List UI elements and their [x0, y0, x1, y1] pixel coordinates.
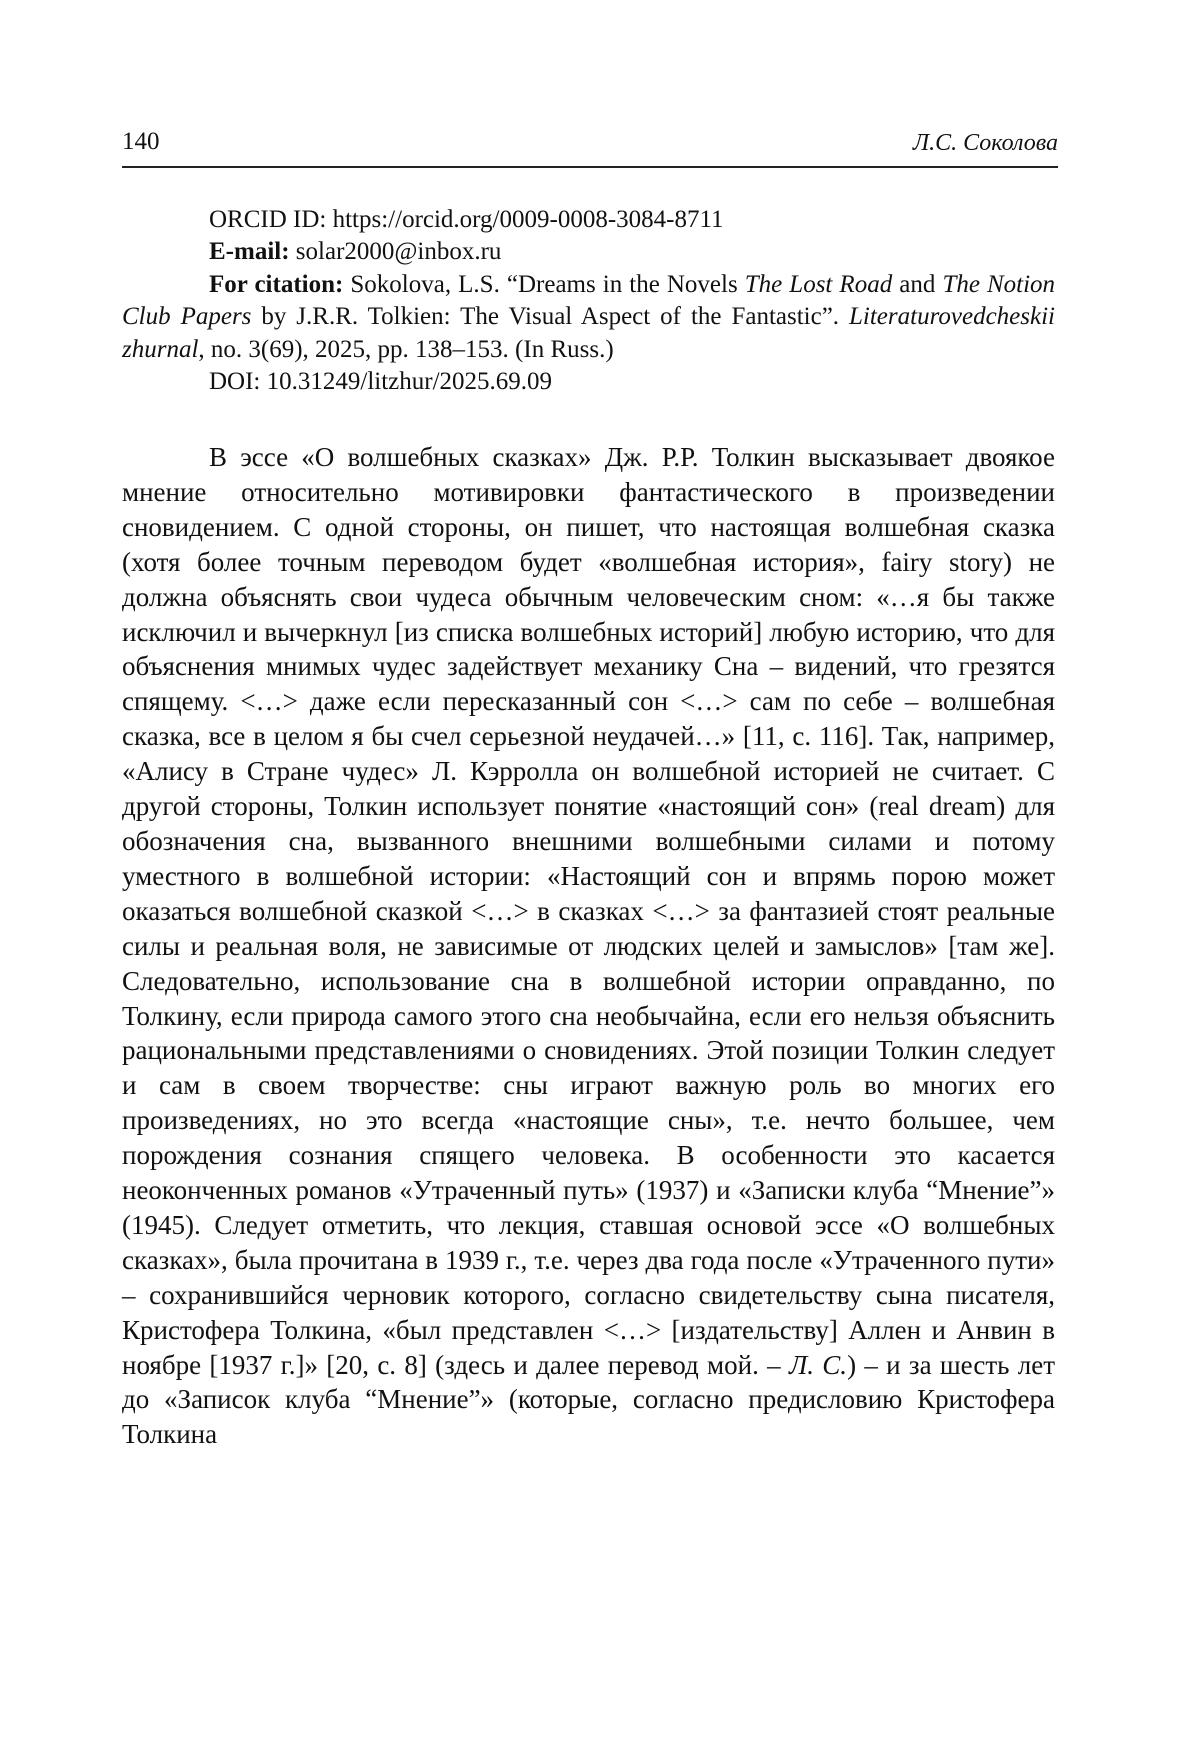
email-label: E-mail: — [209, 238, 290, 266]
citation-label: For citation: — [209, 270, 344, 298]
body-paragraph — [122, 440, 1055, 1452]
email-line — [122, 236, 1055, 268]
body-text-a: В эссе «О волшебных сказках» Дж. Р.Р. Толкин высказывает двоякое мнение относительно мотивировки фантастического в произведении сновидением. С одной стороны, он пишет, что настоящая волшебная сказка (хотя более точным переводом будет «волшебная история», fairy story) не должна объяснять свои чудеса обычным человеческим сном: «…я бы также исключил и вычеркнул [из списка волшебных историй] любую историю, что для объяснения мнимых чудес задействует механику Сна – видений, что грезятся спящему. <…> даже если пересказанный сон <…> сам по себе – волшебная сказка, все в целом я бы счел серьезной неудачей…» [11, с. 116]. Так, например, «Алису в Стране чудес» Л. Кэрролла он волшебной историей не считает. С другой стороны, Толкин использует понятие «настоящий сон» (real dream) для обозначения сна, вызванного внешними волшебными силами и потому уместного в волшебной истории: «Настоящий сон и впрямь порою может оказаться волшебной сказкой <…> в сказках <…> за фантазией стоят реальные силы и реальная воля, не зависимые от людских целей и замыслов» [там же]. Следовательно, использование сна в волшебной истории оправданно, по Толкину, если природа самого этого сна необычайна, если его нельзя объяснить рациональными представлениями о сновидениях. Этой позиции Толкин следует и сам в своем творчестве: сны играют важную роль во многих его произведениях, но это всегда «настоящие сны», т.е. нечто большее, чем порождения сознания спящего человека. В особенности это касается неоконченных романов «Утраченный путь» (1937) и «Записки клуба “Мнение”» (1945). Следует отметить, что лекция, ставшая основой эссе «О волшебных сказках», была прочитана в 1939 г., т.е. через два года после «Утраченного пути» – сохранившийся черновик которого, согласно свидетельству сына писателя, Кристофера Толкина, «был представлен <…> [издательству] Аллен и Анвин в ноябре [1937 г.]» [20, с. 8] (здесь и далее перевод мой. – — [122, 442, 1055, 1380]
citation-text-3: by J.R.R. Tolkien: The Visual Aspect of the Fantastic”. — [261, 303, 840, 331]
citation-text-4: , no. 3(69), 2025, pp. 138–153. (In Russ.) — [198, 335, 614, 363]
citation-text-2: and — [899, 270, 936, 298]
citation-journal: Literaturovedcheskii zhurnal — [122, 303, 1055, 363]
page-number: 140 — [122, 128, 160, 155]
citation-paragraph — [122, 269, 1055, 366]
article-metadata — [122, 204, 1055, 398]
doi-line: DOI: 10.31249/litzhur/2025.69.09 — [209, 368, 553, 396]
citation-title-2: The Notion Club Papers — [122, 270, 1056, 331]
citation-title-1: The Lost Road — [744, 270, 893, 298]
orcid-line: ORCID ID: https://orcid.org/0009-0008-3084-8711 — [209, 206, 724, 233]
running-author: Л.С. Соколова — [912, 130, 1058, 156]
body-text-b: ) – и за шесть лет до «Записок клуба “Мнение”» (которые, согласно предисловию Кристофера Толкина — [122, 1349, 1055, 1450]
running-header — [122, 128, 1058, 168]
email-value: solar2000@inbox.ru — [295, 238, 502, 266]
body-text-italic: Л. С. — [788, 1349, 848, 1380]
citation-text-1: Sokolova, L.S. “Dreams in the Novels — [350, 270, 738, 298]
